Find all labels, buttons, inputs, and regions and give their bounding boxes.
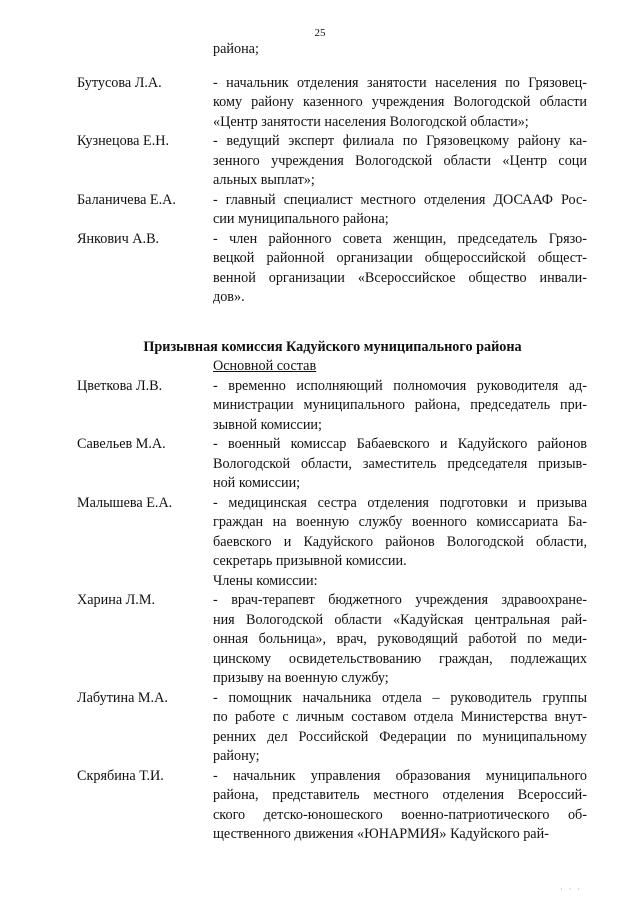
member-entry <box>77 435 588 494</box>
member-role-line: ренних дел Российской Федерации по муниципальному <box>213 728 587 745</box>
member-role-line: - главный специалист местного отделения ДОСААФ Рос- <box>213 191 587 208</box>
text-line <box>77 288 588 308</box>
text-line <box>77 747 588 767</box>
text-line <box>77 825 588 845</box>
member-list-members <box>77 591 588 845</box>
text-line <box>77 494 588 514</box>
member-role-line: - начальник отделения занятости населения по Грязовец- <box>213 74 587 91</box>
text-line <box>77 708 588 728</box>
text-line <box>77 230 588 250</box>
member-role-line: министрации муниципального района, председатель при- <box>213 397 587 413</box>
member-role-line: - начальник управления образования муниципального <box>213 767 587 784</box>
member-role-line: - помощник начальника отдела – руководитель группы <box>213 689 587 706</box>
member-role-line: венной организации «Всероссийское общество инвали- <box>213 269 587 286</box>
member-role-line: ского детско-юношеского военно-патриотического об- <box>213 806 587 823</box>
text-line <box>77 132 588 152</box>
text-line <box>77 40 588 60</box>
member-role-line: призыву на военную службу; <box>213 670 389 686</box>
member-role-line: района, представитель местного отделения Всероссий- <box>213 787 587 803</box>
text-line <box>77 171 588 191</box>
text-line <box>77 191 588 211</box>
text-line <box>77 93 588 113</box>
text-line <box>77 435 588 455</box>
member-entry <box>77 767 588 845</box>
member-entry <box>77 191 588 230</box>
member-role-line: секретарь призывной комиссии. <box>213 553 407 569</box>
text-line <box>77 689 588 709</box>
member-role-line: альных выплат»; <box>213 172 315 188</box>
member-name: Савельев М.А. <box>77 436 166 452</box>
member-name: Лабутина М.А. <box>77 689 168 706</box>
member-list-top <box>77 74 588 308</box>
member-role-line: баевского и Кадуйского районов Вологодской области, <box>213 533 587 550</box>
text-line <box>77 416 588 436</box>
member-entry <box>77 132 588 191</box>
member-role-line: онная больница», врач, руководящий работой по меди- <box>213 631 587 647</box>
member-name: Кузнецова Е.Н. <box>77 133 170 149</box>
member-role-line: вецкой районной организации общероссийской общест- <box>213 250 587 266</box>
member-role-line: ной комиссии; <box>213 475 301 491</box>
text-line <box>77 513 588 533</box>
main-composition-label: Основной состав <box>213 358 317 374</box>
member-entry <box>77 377 588 436</box>
member-name: Янкович А.В. <box>77 230 160 247</box>
text-line <box>77 728 588 748</box>
commission-title: Призывная комиссия Кадуйского муниципального района <box>143 338 522 355</box>
members-label: Члены комиссии: <box>213 572 318 589</box>
text-line <box>77 611 588 631</box>
member-name: Скрябина Т.И. <box>77 767 164 784</box>
text-line <box>77 650 588 670</box>
member-entry <box>77 494 588 572</box>
member-role-line: Вологодской области, заместитель председателя призыв- <box>213 455 587 472</box>
member-role-line: району; <box>213 748 260 764</box>
member-role-line: зывной комиссии; <box>213 416 322 433</box>
text-line <box>77 786 588 806</box>
member-entry <box>77 689 588 767</box>
member-role-line: цинскому освидетельствованию граждан, подлежащих <box>213 650 587 667</box>
text-line <box>77 113 588 133</box>
member-role-line: ния Вологодской области «Кадуйская центральная рай- <box>213 611 587 628</box>
member-entry <box>77 591 588 689</box>
scan-mark: · · · <box>560 884 582 894</box>
member-role-line: щественного движения «ЮНАРМИЯ» Кадуйского рай- <box>213 826 549 842</box>
text-line <box>77 455 588 475</box>
member-name: Бутусова Л.А. <box>77 74 162 91</box>
member-entry <box>77 230 588 308</box>
member-name: Малышева Е.А. <box>77 494 173 511</box>
member-role-line: сии муниципального района; <box>213 211 389 227</box>
document-body <box>77 40 588 845</box>
text-line <box>77 474 588 494</box>
member-name: Цветкова Л.В. <box>77 377 163 394</box>
member-role-line: дов». <box>213 289 245 305</box>
text-line <box>77 152 588 172</box>
member-role-line: - член районного совета женщин, председатель Грязо- <box>213 230 587 247</box>
text-line <box>77 630 588 650</box>
member-list-main <box>77 377 588 572</box>
member-role-line: кому району казенного учреждения Вологодской области <box>213 94 587 110</box>
text-line <box>77 767 588 787</box>
member-role-line: - временно исполняющий полномочия руководителя ад- <box>213 377 587 394</box>
member-role-line: «Центр занятости населения Вологодской области»; <box>213 113 529 130</box>
text-line <box>77 533 588 553</box>
text-line <box>77 669 588 689</box>
member-role-line: по работе с личным составом отдела Министерства внут- <box>213 709 587 725</box>
intro-tail: района; <box>213 41 259 57</box>
member-name: Баланичева Е.А. <box>77 191 176 208</box>
member-role-line: - медицинская сестра отделения подготовки и призыва <box>213 494 587 511</box>
member-role-line: - врач-терапевт бюджетного учреждения здравоохране- <box>213 592 587 608</box>
member-role-line: - военный комиссар Бабаевского и Кадуйского районов <box>213 436 587 452</box>
member-name: Харина Л.М. <box>77 592 155 608</box>
text-line <box>77 210 588 230</box>
page-number: 25 <box>314 27 326 39</box>
member-role-line: зенного учреждения Вологодской области «Центр соци <box>213 152 587 169</box>
text-line <box>77 396 588 416</box>
member-entry <box>77 74 588 133</box>
text-line <box>77 377 588 397</box>
text-line <box>77 806 588 826</box>
text-line <box>77 249 588 269</box>
text-line <box>77 74 588 94</box>
text-line <box>77 269 588 289</box>
text-line <box>77 591 588 611</box>
text-line <box>77 552 588 572</box>
member-role-line: - ведущий эксперт филиала по Грязовецкому району ка- <box>213 133 587 149</box>
member-role-line: граждан на военную службу военного комиссариата Ба- <box>213 514 587 530</box>
